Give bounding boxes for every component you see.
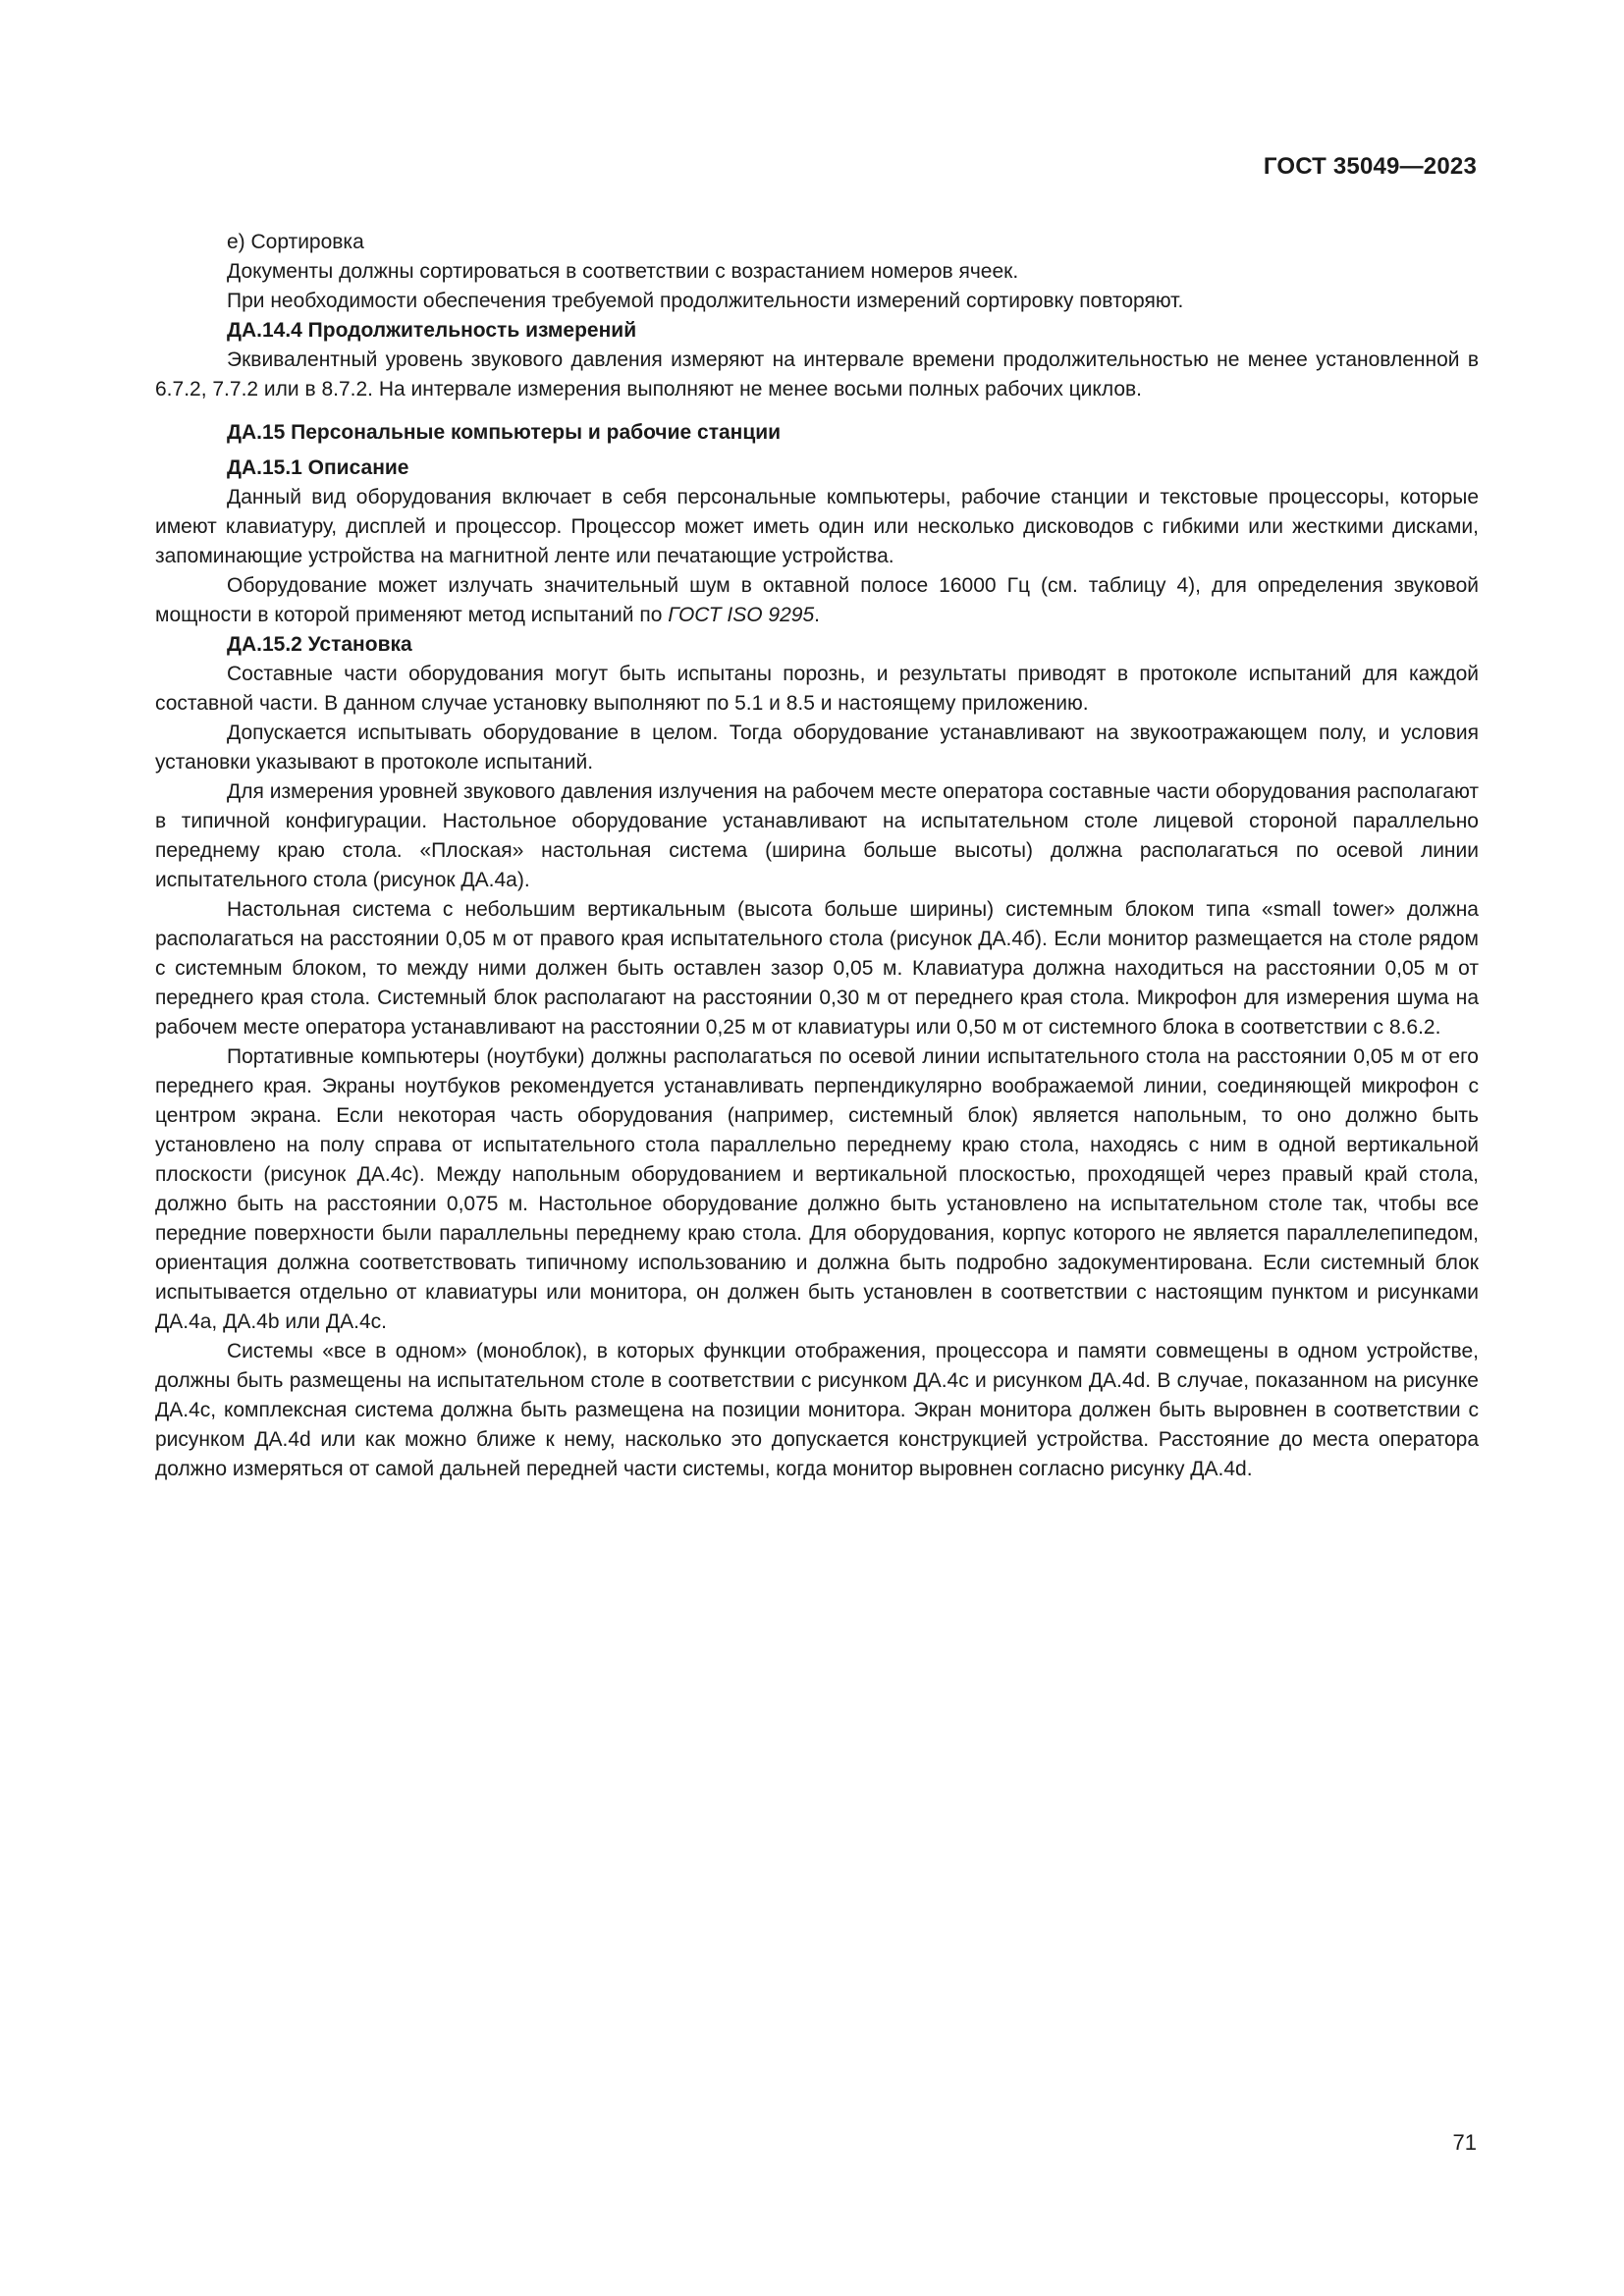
subsection-heading-15-1: ДА.15.1 Описание [227, 456, 409, 479]
standard-reference: ГОСТ ISO 9295 [668, 604, 815, 626]
subsection-heading-14-4: ДА.14.4 Продолжительность измерений [227, 319, 637, 342]
paragraph: Составные части оборудования могут быть испытаны порознь, и результаты приводят в протоколе испытаний для каждой составной части. В данном случае установку выполняют по 5.1 и 8.5 и настоящему приложению. [155, 663, 1479, 715]
document-body [155, 228, 1479, 1484]
paragraph: При необходимости обеспечения требуемой продолжительности измерений сортировку повторяют. [227, 290, 1184, 312]
document-code-header: ГОСТ 35049—2023 [1263, 153, 1477, 180]
paragraph [155, 571, 1479, 630]
paragraph: Эквивалентный уровень звукового давления измеряют на интервале времени продолжительностью не менее установленной в 6.7.2, 7.7.2 или в 8.7.2. На интервале измерения выполняют не менее восьми полных рабочих циклов. [155, 348, 1479, 400]
paragraph: Настольная система с небольшим вертикальным (высота больше ширины) системным блоком типа «small tower» должна располагаться на расстоянии 0,05 м от правого края испытательного стола (рисунок ДА.4б). Если монитор размещается на столе рядом с системным блоком, то между ними должен быть оставлен зазор 0,05 м. Клавиатура должна находиться на расстоянии 0,05 м от переднего края стола. Системный блок располагают на расстоянии 0,30 м от переднего края стола. Микрофон для измерения шума на рабочем месте оператора устанавливают на расстоянии 0,25 м от клавиатуры или 0,50 м от системного блока в соответствии с 8.6.2. [155, 898, 1479, 1039]
section-heading-15: ДА.15 Персональные компьютеры и рабочие станции [227, 421, 782, 444]
paragraph: Для измерения уровней звукового давления излучения на рабочем месте оператора составные части оборудования располагают в типичной конфигурации. Настольное оборудование устанавливают на испытательном столе лицевой стороной параллельно переднему краю стола. «Плоская» настольная система (ширина больше высоты) должна располагаться по осевой линии испытательного стола (рисунок ДА.4а). [155, 780, 1479, 891]
page-number: 71 [1452, 2130, 1477, 2155]
paragraph-text: . [814, 604, 820, 626]
paragraph: Данный вид оборудования включает в себя персональные компьютеры, рабочие станции и текстовые процессоры, которые имеют клавиатуру, дисплей и процессор. Процессор может иметь один или несколько дисководов с гибкими или жесткими дисками, запоминающие устройства на магнитной ленте или печатающие устройства. [155, 486, 1479, 567]
paragraph: Документы должны сортироваться в соответствии с возрастанием номеров ячеек. [227, 260, 1019, 283]
paragraph: Портативные компьютеры (ноутбуки) должны располагаться по осевой линии испытательного стола на расстоянии 0,05 м от его переднего края. Экраны ноутбуков рекомендуется устанавливать перпендикулярно воображаемой линии, соединяющей микрофон с центром экрана. Если некоторая часть оборудования (например, системный блок) является напольным, то оно должно быть установлено на полу справа от испытательного стола параллельно переднему краю стола, находясь с ним в одной вертикальной плоскости (рисунок ДА.4с). Между напольным оборудованием и вертикальной плоскостью, проходящей через правый край стола, должно быть на расстоянии 0,075 м. Настольное оборудование должно быть установлено на испытательном столе так, чтобы все передние поверхности были параллельны переднему краю стола. Для оборудования, корпус которого не является параллелепипедом, ориентация должна соответствовать типичному использованию и должна быть подробно задокументирована. Если системный блок испытывается отдельно от клавиатуры или монитора, он должен быть установлен в соответствии с настоящим пунктом и рисунками ДА.4а, ДА.4b или ДА.4c. [155, 1045, 1479, 1333]
list-item-sorting: e) Сортировка [227, 231, 364, 253]
paragraph-text: Оборудование может излучать значительный шум в октавной полосе 16000 Гц (см. таблицу 4), для определения звуковой мощности в которой применяют метод испытаний по [155, 574, 1479, 626]
paragraph: Системы «все в одном» (моноблок), в которых функции отображения, процессора и памяти совмещены в одном устройстве, должны быть размещены на испытательном столе в соответствии с рисунком ДА.4с и рисунком ДА.4d. В случае, показанном на рисунке ДА.4с, комплексная система должна быть размещена на позиции монитора. Экран монитора должен быть выровнен в соответствии с рисунком ДА.4d или как можно ближе к нему, насколько это допускается конструкцией устройства. Расстояние до места оператора должно измеряться от самой дальней передней части системы, когда монитор выровнен согласно рисунку ДА.4d. [155, 1340, 1479, 1480]
subsection-heading-15-2: ДА.15.2 Установка [227, 633, 412, 656]
paragraph: Допускается испытывать оборудование в целом. Тогда оборудование устанавливают на звукоотражающем полу, и условия установки указывают в протоколе испытаний. [155, 721, 1479, 774]
